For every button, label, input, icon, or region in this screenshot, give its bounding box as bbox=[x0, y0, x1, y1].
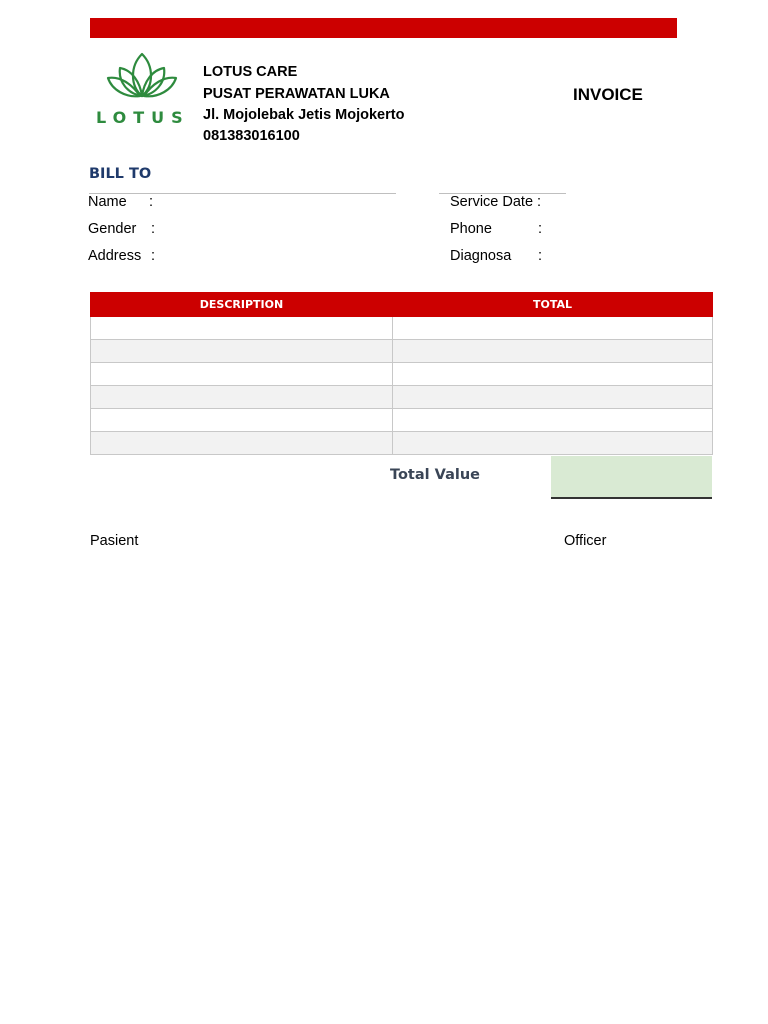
gender-label: Gender bbox=[88, 221, 137, 237]
invoice-items-table bbox=[90, 292, 713, 455]
table-row bbox=[91, 409, 713, 432]
company-name: LOTUS CARE bbox=[203, 64, 298, 80]
total-cell[interactable] bbox=[393, 340, 713, 363]
header-accent-bar bbox=[90, 18, 677, 38]
patient-signature-label: Pasient bbox=[90, 533, 139, 549]
address-colon: : bbox=[151, 248, 156, 264]
logo-wordmark: LOTUS bbox=[96, 108, 190, 127]
phone-colon: : bbox=[538, 221, 543, 237]
description-cell[interactable] bbox=[91, 317, 393, 340]
description-cell[interactable] bbox=[91, 409, 393, 432]
total-value-label: Total Value bbox=[390, 467, 481, 483]
lotus-flower-icon bbox=[106, 50, 178, 102]
total-cell[interactable] bbox=[393, 363, 713, 386]
table-row bbox=[91, 386, 713, 409]
description-cell[interactable] bbox=[91, 432, 393, 455]
name-label: Name bbox=[88, 194, 127, 210]
table-row bbox=[91, 363, 713, 386]
total-cell[interactable] bbox=[393, 386, 713, 409]
company-address: Jl. Mojolebak Jetis Mojokerto bbox=[203, 107, 405, 123]
total-cell[interactable] bbox=[393, 432, 713, 455]
table-row bbox=[91, 432, 713, 455]
table-header-row bbox=[91, 293, 713, 317]
document-title: INVOICE bbox=[573, 85, 643, 104]
column-header-total: TOTAL bbox=[393, 293, 713, 317]
service-date-label: Service Date : bbox=[450, 194, 542, 210]
diagnosa-colon: : bbox=[538, 248, 543, 264]
company-info bbox=[203, 62, 404, 147]
bill-to-heading: BILL TO bbox=[89, 166, 152, 182]
description-cell[interactable] bbox=[91, 363, 393, 386]
total-cell[interactable] bbox=[393, 317, 713, 340]
company-phone: 081383016100 bbox=[203, 127, 300, 144]
description-cell[interactable] bbox=[91, 386, 393, 409]
bill-to-divider bbox=[89, 193, 396, 194]
phone-label: Phone bbox=[450, 221, 492, 237]
officer-signature-label: Officer bbox=[564, 533, 607, 549]
diagnosa-label: Diagnosa bbox=[450, 248, 512, 264]
company-subtitle: PUSAT PERAWATAN LUKA bbox=[203, 85, 390, 102]
company-logo bbox=[96, 50, 188, 130]
column-header-description: DESCRIPTION bbox=[91, 293, 393, 317]
total-value-field[interactable] bbox=[551, 456, 712, 499]
total-cell[interactable] bbox=[393, 409, 713, 432]
gender-colon: : bbox=[151, 221, 156, 237]
table-row bbox=[91, 340, 713, 363]
description-cell[interactable] bbox=[91, 340, 393, 363]
address-label: Address bbox=[88, 248, 142, 264]
table-row bbox=[91, 317, 713, 340]
name-colon: : bbox=[149, 194, 154, 210]
